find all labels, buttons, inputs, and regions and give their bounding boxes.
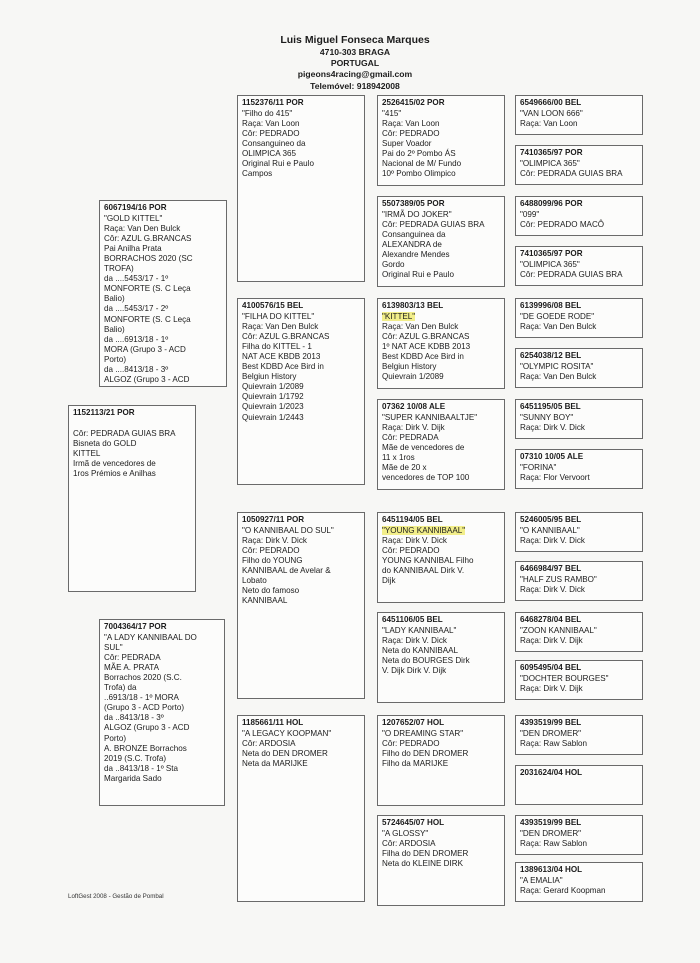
pedigree-detail: Lobato xyxy=(242,576,267,586)
pigeon-name: "KITTEL" xyxy=(382,312,416,322)
pedigree-box xyxy=(99,200,227,387)
ring-number: 7410365/97 POR xyxy=(520,249,583,258)
pedigree-detail: Original Rui e Paulo xyxy=(242,159,314,169)
pedigree-detail: Raça: Van Den Bulck xyxy=(104,224,181,234)
pedigree-box xyxy=(515,449,643,489)
pedigree-detail: Raça: Dirk V. Dick xyxy=(520,423,585,433)
pedigree-detail: Belgiun History xyxy=(242,372,297,382)
pedigree-detail: Côr: PEDRADO xyxy=(382,546,440,556)
pedigree-detail: da ....5453/17 - 2º xyxy=(104,304,169,314)
pedigree-detail: Filha do DEN DROMER xyxy=(382,849,469,859)
pedigree-detail: Raça: Van Den Bulck xyxy=(520,322,597,332)
pigeon-name: "DEN DROMER" xyxy=(520,729,582,739)
pedigree-detail: Trofa) da xyxy=(104,683,137,693)
pedigree-detail: Neta da MARIJKE xyxy=(242,759,308,769)
pedigree-box xyxy=(237,512,365,699)
pedigree-detail: Raça: Gerard Koopman xyxy=(520,886,606,896)
pedigree-box xyxy=(515,512,643,552)
pedigree-detail: Raça: Dirk V. Dick xyxy=(382,636,447,646)
pedigree-box xyxy=(515,715,643,755)
pedigree-detail: Super Voador xyxy=(382,139,432,149)
pedigree-box xyxy=(237,715,365,902)
pedigree-detail: Pai do 2º Pombo ÁS xyxy=(382,149,456,159)
pedigree-detail: ..6913/18 - 1º MORA xyxy=(104,693,179,703)
pedigree-detail: Côr: AZUL G.BRANCAS xyxy=(382,332,470,342)
pigeon-name: "SUPER KANNIBAALTJE" xyxy=(382,413,478,423)
pedigree-box xyxy=(237,95,365,282)
pedigree-detail: Gordo xyxy=(382,260,405,270)
pedigree-detail: Raça: Van Loon xyxy=(242,119,300,129)
ring-number: 6095495/04 BEL xyxy=(520,663,582,672)
pedigree-detail: da ....8413/18 - 3º xyxy=(104,364,169,374)
pedigree-box xyxy=(377,298,505,389)
ring-number: 6549666/00 BEL xyxy=(520,98,582,107)
pedigree-detail: vencedores de TOP 100 xyxy=(382,473,470,483)
pedigree-detail: ALGOZ (Grupo 3 - ACD xyxy=(104,723,190,733)
pigeon-name: "YOUNG KANNIBAAL" xyxy=(382,526,466,536)
pedigree-detail: Nacional de M/ Fundo xyxy=(382,159,462,169)
pedigree-detail: 11 x 1ros xyxy=(382,453,415,463)
pedigree-detail: Côr: PEDRADA GUIAS BRA xyxy=(382,220,485,230)
pigeon-name: "LADY KANNIBAAL" xyxy=(382,626,457,636)
pedigree-detail: YOUNG KANNIBAL Filho xyxy=(382,556,474,566)
pigeon-name: "SUNNY BOY" xyxy=(520,413,574,423)
pedigree-detail: Côr: PEDRADA xyxy=(104,653,161,663)
pedigree-detail: Raça: Raw Sablon xyxy=(520,839,588,849)
pedigree-detail: Filho do DEN DROMER xyxy=(382,749,469,759)
pedigree-detail: Neta do BOURGES Dirk xyxy=(382,656,470,666)
pedigree-detail: da ..8413/18 - 3º xyxy=(104,713,164,723)
pedigree-box xyxy=(515,95,643,135)
pigeon-name: "A LADY KANNIBAAL DO xyxy=(104,633,197,643)
ring-number: 4393519/99 BEL xyxy=(520,818,582,827)
pedigree-detail: MÃE A. PRATA xyxy=(104,663,160,673)
pedigree-detail: Consanguinea da xyxy=(382,230,446,240)
pedigree-box xyxy=(515,196,643,236)
owner-email: pigeons4racing@gmail.com xyxy=(297,69,413,80)
ring-number: 6451106/05 BEL xyxy=(382,615,443,624)
pigeon-name: "FILHA DO KITTEL" xyxy=(242,312,315,322)
pedigree-detail: Quievrain 1/2023 xyxy=(242,402,304,412)
pedigree-detail: Côr: AZUL G.BRANCAS xyxy=(242,332,330,342)
ring-number: 7004364/17 POR xyxy=(104,622,167,631)
pedigree-detail: KANNIBAAL de Avelar & xyxy=(242,566,331,576)
pedigree-detail: Filho do YOUNG xyxy=(242,556,303,566)
pedigree-detail: Côr: PEDRADO xyxy=(382,739,440,749)
ring-number: 5507389/05 POR xyxy=(382,199,445,208)
pigeon-name: "VAN LOON 666" xyxy=(520,109,583,119)
pigeon-name: "Filho do 415" xyxy=(242,109,293,119)
ring-number: 07310 10/05 ALE xyxy=(520,452,584,461)
pedigree-detail: V. Dijk Dirk V. Dijk xyxy=(382,666,447,676)
pedigree-detail: Quievrain 1/1792 xyxy=(242,392,304,402)
ring-number: 6488099/96 POR xyxy=(520,199,583,208)
pedigree-detail: do KANNIBAAL Dirk V. xyxy=(382,566,465,576)
pedigree-box xyxy=(99,619,225,806)
pedigree-box xyxy=(377,196,505,287)
ring-number: 6451194/05 BEL xyxy=(382,515,443,524)
pedigree-detail: Quievrain 1/2089 xyxy=(242,382,304,392)
pedigree-detail: Irmã de vencedores de xyxy=(73,459,156,469)
ring-number: 6466984/97 BEL xyxy=(520,564,582,573)
pigeon-name: "O KANNIBAAL DO SUL" xyxy=(242,526,334,536)
pedigree-detail: Côr: AZUL G.BRANCAS xyxy=(104,234,192,244)
pedigree-detail: A. BRONZE Borrachos xyxy=(104,743,187,753)
pedigree-detail: Original Rui e Paulo xyxy=(382,270,454,280)
ring-number: 4393519/99 BEL xyxy=(520,718,582,727)
pedigree-detail: Côr: PEDRADA GUIAS BRA xyxy=(520,270,623,280)
pigeon-name: "OLYMPIC ROSITA" xyxy=(520,362,594,372)
pigeon-name: "A GLOSSY" xyxy=(382,829,429,839)
pedigree-detail: Raça: Dirk V. Dick xyxy=(382,536,447,546)
owner-phone: Telemóvel: 918942008 xyxy=(310,80,400,91)
pedigree-detail: Quievrain 1/2443 xyxy=(242,412,304,422)
pedigree-box xyxy=(515,298,643,338)
pigeon-name: "A LEGACY KOOPMAN" xyxy=(242,729,332,739)
pedigree-detail: Côr: PEDRADA GUIAS BRA xyxy=(73,429,176,439)
pedigree-detail: Dijk xyxy=(382,576,396,586)
pedigree-detail: Neta do KANNIBAAL xyxy=(382,646,459,656)
ring-number: 6254038/12 BEL xyxy=(520,351,582,360)
footer-credit: LoftGest 2008 - Gestão de Pombal xyxy=(68,893,164,900)
pedigree-detail: Raça: Dirk V. Dick xyxy=(242,536,307,546)
owner-header xyxy=(200,34,510,92)
pigeon-name: "DE GOEDE RODE" xyxy=(520,312,595,322)
pigeon-name: "O DREAMING STAR" xyxy=(382,729,464,739)
pedigree-box xyxy=(515,815,643,855)
pedigree-detail: Côr: ARDOSIA xyxy=(242,739,296,749)
pedigree-detail: Côr: PEDRADA GUIAS BRA xyxy=(520,169,623,179)
pedigree-detail: Best KDBD Ace Bird in xyxy=(242,362,324,372)
pigeon-name: "DOCHTER BOURGES" xyxy=(520,674,609,684)
pedigree-detail: KITTEL xyxy=(73,449,101,459)
pedigree-detail: Quievrain 1/2089 xyxy=(382,372,444,382)
pedigree-detail: Mãe de 20 x xyxy=(382,463,427,473)
pigeon-name: "OLIMPICA 365" xyxy=(520,260,580,270)
pedigree-detail: Balio) xyxy=(104,324,125,334)
owner-name: Luis Miguel Fonseca Marques xyxy=(280,34,430,46)
pedigree-detail: Consanguineo da xyxy=(242,139,306,149)
ring-number: 2526415/02 POR xyxy=(382,98,445,107)
pedigree-detail: Raça: Dirk V. Dijk xyxy=(520,636,583,646)
ring-number: 6468278/04 BEL xyxy=(520,615,582,624)
pedigree-detail: KANNIBAAL xyxy=(242,596,288,606)
pedigree-detail: Margarida Sado xyxy=(104,773,162,783)
pigeon-name: "IRMÃ DO JOKER" xyxy=(382,210,452,220)
pedigree-detail: da ..8413/18 - 1º Sta xyxy=(104,763,179,773)
pedigree-detail: Filho da MARIJKE xyxy=(382,759,449,769)
pedigree-detail: Borrachos 2020 (S.C. xyxy=(104,673,182,683)
pedigree-detail: Bisneta do GOLD xyxy=(73,439,137,449)
pedigree-detail: ALGOZ (Grupo 3 - ACD xyxy=(104,374,190,384)
ring-number: 1152376/11 POR xyxy=(242,98,304,107)
ring-number: 6451195/05 BEL xyxy=(520,402,581,411)
pedigree-detail: Balio) xyxy=(104,294,125,304)
pedigree-detail: Raça: Flor Vervoort xyxy=(520,473,590,483)
pedigree-detail: Belgiun History xyxy=(382,362,437,372)
pedigree-detail: Porto) xyxy=(104,733,127,743)
pedigree-box xyxy=(377,95,505,186)
pedigree-detail: Raça: Van Den Bulck xyxy=(242,322,319,332)
ring-number: 1207652/07 HOL xyxy=(382,718,445,727)
pedigree-detail: Best KDBD Ace Bird in xyxy=(382,352,464,362)
pedigree-box xyxy=(515,660,643,700)
pigeon-name: "DEN DROMER" xyxy=(520,829,582,839)
pedigree-detail: 10º Pombo Olimpico xyxy=(382,169,456,179)
pedigree-detail: Porto) xyxy=(104,354,127,364)
pedigree-detail: Côr: PEDRADO xyxy=(242,129,300,139)
ring-number: 1389613/04 HOL xyxy=(520,865,583,874)
pedigree-box xyxy=(515,612,643,652)
ring-number: 6139996/08 BEL xyxy=(520,301,582,310)
owner-address-postal: 4710-303 BRAGA xyxy=(319,47,391,57)
pedigree-detail: 1º NAT ACE KDBB 2013 xyxy=(382,342,471,352)
pedigree-box xyxy=(515,561,643,601)
pedigree-detail: OLIMPICA 365 xyxy=(242,149,296,159)
pedigree-detail: Alexandre Mendes xyxy=(382,250,450,260)
pedigree-detail: Campos xyxy=(242,169,273,179)
ring-number: 5724645/07 HOL xyxy=(382,818,445,827)
pedigree-detail: Côr: PEDRADO xyxy=(382,129,440,139)
pedigree-detail: Filha do KITTEL - 1 xyxy=(242,342,312,352)
pigeon-name: "OLIMPICA 365" xyxy=(520,159,580,169)
pedigree-box xyxy=(515,348,643,388)
pedigree-detail: Raça: Van Den Bulck xyxy=(382,322,459,332)
ring-number: 6139803/13 BEL xyxy=(382,301,444,310)
pedigree-box xyxy=(377,815,505,906)
pedigree-box xyxy=(377,512,505,603)
pedigree-box xyxy=(515,765,643,805)
pigeon-name: "O KANNIBAAL" xyxy=(520,526,580,536)
pedigree-box xyxy=(377,399,505,490)
pedigree-detail: Raça: Raw Sablon xyxy=(520,739,588,749)
pedigree-box xyxy=(377,715,505,806)
pedigree-detail: Neto do famoso xyxy=(242,586,300,596)
pedigree-detail: 2019 (S.C. Trofa) xyxy=(104,753,167,763)
ring-number: 6067194/16 POR xyxy=(104,203,167,212)
pigeon-name xyxy=(73,419,191,429)
pedigree-box xyxy=(515,399,643,439)
pedigree-detail: (Grupo 3 - ACD Porto) xyxy=(104,703,185,713)
ring-number: 2031624/04 HOL xyxy=(520,768,583,777)
pedigree-detail: da ....6913/18 - 1º xyxy=(104,334,169,344)
pigeon-name: "FORINA" xyxy=(520,463,557,473)
pedigree-detail: Raça: Dirk V. Dijk xyxy=(382,423,445,433)
ring-number: 1050927/11 POR xyxy=(242,515,305,524)
pedigree-detail: Pai Anilha Prata xyxy=(104,244,162,254)
ring-number: 5246005/95 BEL xyxy=(520,515,582,524)
ring-number: 4100576/15 BEL xyxy=(242,301,304,310)
pedigree-detail: Raça: Dirk V. Dick xyxy=(520,536,585,546)
pedigree-detail: Raça: Van Loon xyxy=(520,119,578,129)
pedigree-detail: MORA (Grupo 3 - ACD xyxy=(104,344,186,354)
pedigree-detail: MONFORTE (S. C Leça xyxy=(104,314,191,324)
pigeon-name: "HALF ZUS RAMBO" xyxy=(520,575,597,585)
pedigree-detail: Côr: PEDRADA xyxy=(382,433,439,443)
ring-number: 07362 10/08 ALE xyxy=(382,402,446,411)
pedigree-detail: Mãe de vencedores de xyxy=(382,443,465,453)
ring-number: 7410365/97 POR xyxy=(520,148,583,157)
pedigree-box xyxy=(515,246,643,286)
pedigree-detail: TROFA) xyxy=(104,264,134,274)
pedigree-detail: Côr: PEDRADO xyxy=(242,546,300,556)
pigeon-name: "099" xyxy=(520,210,540,220)
pedigree-detail: Neta do KLEINE DIRK xyxy=(382,859,463,869)
pedigree-box xyxy=(237,298,365,485)
pedigree-detail: Neta do DEN DROMER xyxy=(242,749,328,759)
pigeon-name: "A EMALIA" xyxy=(520,876,563,886)
pedigree-detail: da ....5453/17 - 1º xyxy=(104,274,169,284)
pedigree-box xyxy=(68,405,196,592)
pedigree-detail: BORRACHOS 2020 (SC xyxy=(104,254,193,264)
pedigree-detail: ALEXANDRA de xyxy=(382,240,442,250)
pigeon-name: "GOLD KITTEL" xyxy=(104,214,163,224)
pedigree-detail: Raça: Dirk V. Dick xyxy=(520,585,585,595)
ring-number: 1152113/21 POR xyxy=(73,408,135,417)
pedigree-box xyxy=(515,862,643,902)
pedigree-detail: SUL" xyxy=(104,643,123,653)
pedigree-detail: NAT ACE KBDB 2013 xyxy=(242,352,321,362)
pedigree-box xyxy=(377,612,505,703)
pedigree-detail: 1ros Prémios e Anilhas xyxy=(73,469,156,479)
pedigree-detail: Raça: Van Den Bulck xyxy=(520,372,597,382)
pigeon-name: "ZOON KANNIBAAL" xyxy=(520,626,597,636)
pigeon-name: "415" xyxy=(382,109,402,119)
pedigree-detail: MONFORTE (S. C Leça xyxy=(104,284,191,294)
owner-country: PORTUGAL xyxy=(330,58,380,69)
pedigree-box xyxy=(515,145,643,185)
pedigree-detail: Côr: PEDRADO MACÔ xyxy=(520,220,605,230)
pedigree-detail: Raça: Van Loon xyxy=(382,119,440,129)
ring-number: 1185661/11 HOL xyxy=(242,718,304,727)
pedigree-detail: Côr: ARDOSIA xyxy=(382,839,436,849)
pedigree-detail: Raça: Dirk V. Dijk xyxy=(520,684,583,694)
